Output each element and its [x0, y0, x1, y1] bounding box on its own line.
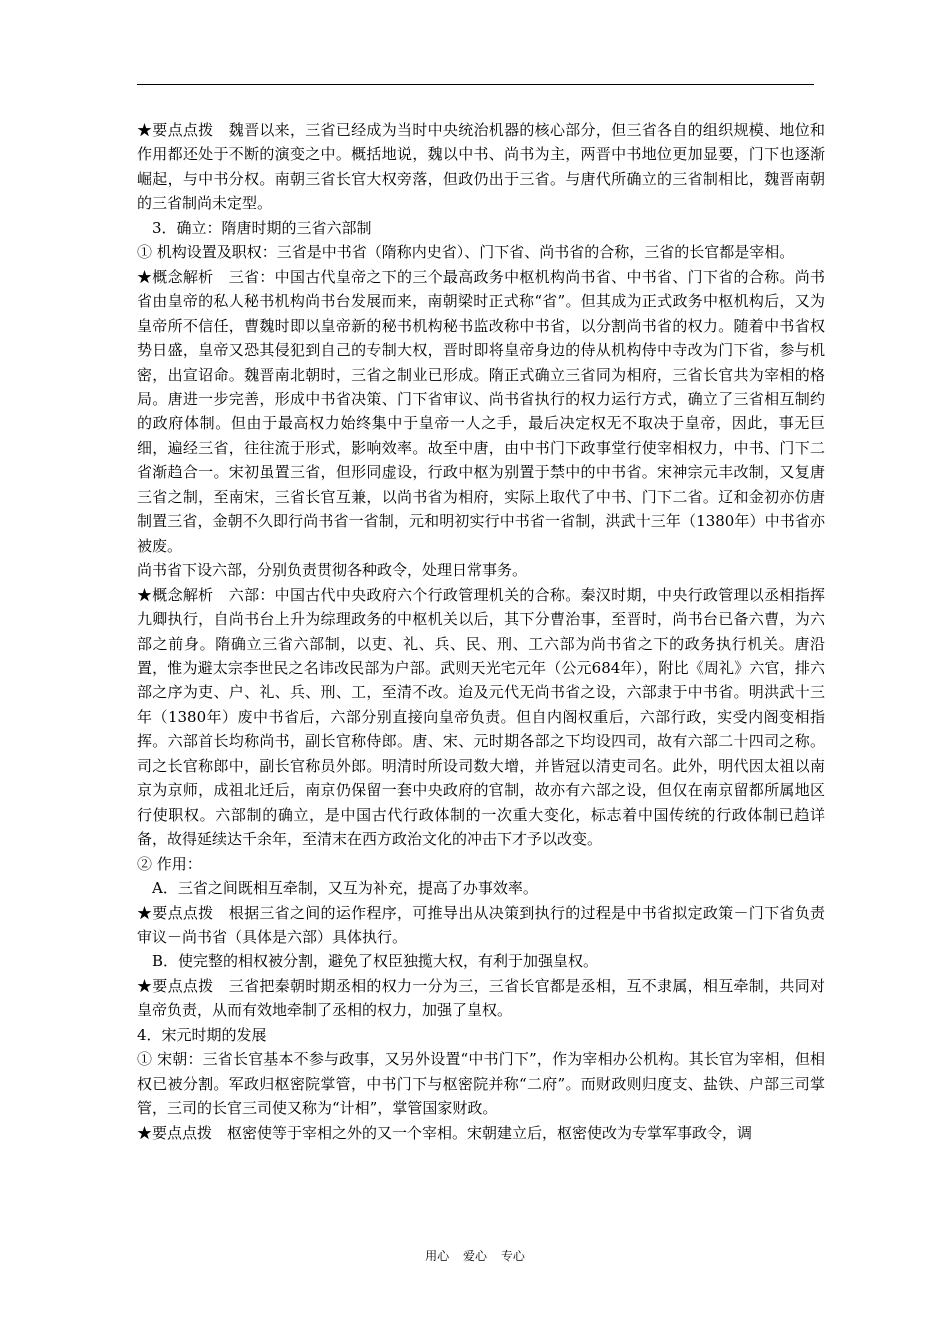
- section-heading-4: 4．宋元时期的发展: [137, 1025, 267, 1044]
- paragraph-11: ★要点点拨 三省把秦朝时期丞相的权力一分为三，三省长官都是丞相，互不隶属，相互牵制，共同对皇帝负责，从而有效地牵制了丞相的权力，加强了皇权。: [137, 976, 825, 1020]
- paragraph-9: ★要点点拨 根据三省之间的运作程序，可推导出从决策到执行的过程是中书省拟定政策－门下省负责审议－尚书省（具体是六部）具体执行。: [137, 903, 825, 946]
- paragraph-8: A．三省之间既相互牵制，又互为补充，提高了办事效率。: [137, 879, 538, 898]
- page-body: [137, 118, 825, 1145]
- paragraph-14: ★要点点拨 枢密使等于宰相之外的又一个宰相。宋朝建立后，枢密使改为专掌军事政令，调: [137, 1123, 753, 1142]
- paragraph-7: ② 作用：: [137, 854, 202, 873]
- paragraph-1: ★要点点拨 魏晋以来，三省已经成为当时中央统治机器的核心部分，但三省各自的组织规模、地位和作用都还处于不断的演变之中。概括地说，魏以中书、尚书为主，两晋中书地位更加显要，门下也逐渐崛起，与中书分权。南朝三省长官大权旁落，但政仍出于三省。与唐代所确立的三省制相比，魏晋南朝的三省制尚未定型。: [137, 121, 825, 213]
- paragraph-5: 尚书省下设六部，分别负责贯彻各种政令，处理日常事务。: [137, 561, 528, 580]
- footer-word-1: 用心: [425, 1249, 450, 1263]
- page-footer: [0, 1248, 950, 1264]
- paragraph-10: B．使完整的相权被分割，避免了权臣独揽大权，有利于加强皇权。: [137, 952, 599, 971]
- section-heading-3: 3．确立：隋唐时期的三省六部制: [137, 218, 372, 237]
- paragraph-4: ★概念解析 三省：中国古代皇帝之下的三个最高政务中枢机构尚书省、中书省、门下省的合称。尚书省由皇帝的私人秘书机构尚书台发展而来，南朝梁时正式称“省”。但其成为正式政务中枢机构后，又为皇帝所不信任，曹魏时即以皇帝新的秘书机构秘书监改称中书省，以分割尚书省的权力。随着中书省权势日盛，皇帝又恐其侵犯到自己的专制大权，晋时即将皇帝身边的侍从机构侍中寺改为门下省，参与机密，出宣诏命。魏晋南北朝时，三省之制业已形成。隋正式确立三省同为相府，三省长官共为宰相的格局。唐进一步完善，形成中书省决策、门下省审议、尚书省执行的权力运行方式，确立了三省相互制约的政府体制。但由于最高权力始终集中于皇帝一人之手，最后决定权无不取决于皇帝，因此，事无巨细，遍经三省，往往流于形式，影响效率。故至中唐，由中书门下政事堂行使宰相权力，中书、门下二省渐趋合一。宋初虽置三省，但形同虚设，行政中枢为别置于禁中的中书省。宋神宗元丰改制，又复唐三省之制，至南宋，三省长官互兼，以尚书省为相府，实际上取代了中书、门下二省。辽和金初亦仿唐制置三省，金朝不久即行尚书省一省制，元和明初实行中书省一省制，洪武十三年（1380年）中书省亦被废。: [137, 267, 825, 555]
- footer-word-3: 专心: [500, 1249, 525, 1263]
- paragraph-6: ★概念解析 六部：中国古代中央政府六个行政管理机关的合称。秦汉时期，中央行政管理以丞相指挥九卿执行，自尚书台上升为综理政务的中枢机关以后，其下分曹治事，至晋时，尚书台已备六曹，为六部之前身。隋确立三省六部制，以吏、礼、兵、民、刑、工六部为尚书省之下的政务执行机关。唐沿置，惟为避太宗李世民之名讳改民部为户部。武则天光宅元年（公元684年），附比《周礼》六官，排六部之序为吏、户、礼、兵、刑、工，至清不改。迨及元代无尚书省之设，六部隶于中书省。明洪武十三年（1380年）废中书省后，六部分别直接向皇帝负责。但自内阁权重后，六部行政，实受内阁变相指挥。六部首长均称尚书，副长官称侍郎。唐、宋、元时期各部之下均设四司，故有六部二十四司之称。司之长官称郎中，副长官称员外郎。明清时所设司数大增，并皆冠以清吏司名。此外，明代因太祖以南京为京师，成祖北迁后，南京仍保留一套中央政府的官制，故亦有六部之设，但仅在南京留都所属地区行使职权。六部制的确立，是中国古代行政体制的一次重大变化，标志着中国传统的行政体制已趋详备，故得延续达千余年，至清末在西方政治文化的冲击下才予以改变。: [137, 585, 825, 849]
- header-rule: [137, 84, 814, 85]
- footer-word-2: 爱心: [462, 1249, 487, 1263]
- paragraph-13: ① 宋朝：三省长官基本不参与政事，又另外设置“中书门下”，作为宰相办公机构。其长官为宰相，但相权已被分割。军政归枢密院掌管，中书门下与枢密院并称“二府”。而财政则归度支、盐铁、户部三司掌管，三司的长官三司使又称为“计相”，掌管国家财政。: [137, 1050, 825, 1118]
- paragraph-3: ① 机构设置及职权：三省是中书省（隋称内史省）、门下省、尚书省的合称，三省的长官都是宰相。: [137, 243, 795, 262]
